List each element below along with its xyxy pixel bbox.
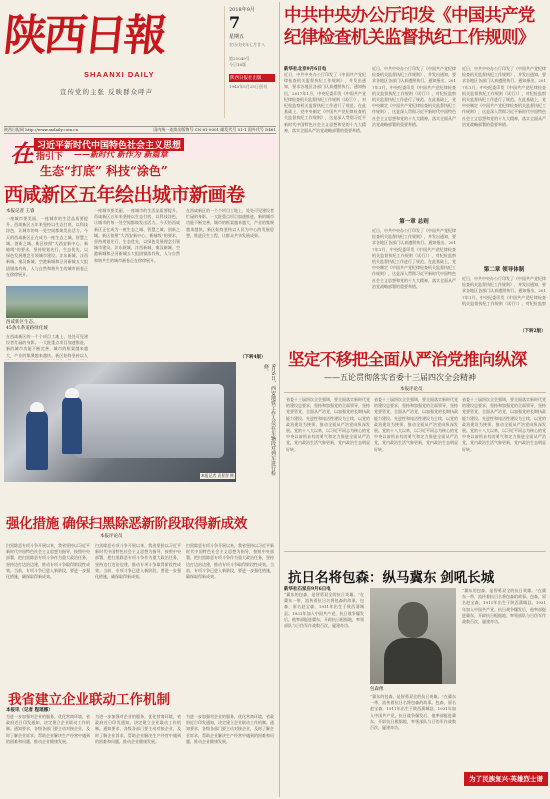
general-body-1: “冀东的包森，是智勇双全的抗日英雄。”在冀东一带，流传着抗日名将包森的故事。包森，原名赵宝森，1911年出生于陕西蒲城县。1931年加入中国共产党。抗日战争爆发后，他率部挺进冀东，开辟抗日根据地，率领部队与日伪军作战数百次，屡建奇功。 — [284, 592, 364, 629]
lead-photo-small — [6, 286, 88, 318]
column-banner — [4, 136, 276, 168]
regulation-body-3: 近日，中共中央办公厅印发了《中国共产党纪律检查机关监督执纪工作规则》，并发出通知，要求各地区各部门认真遵照执行。通知指出，2017年1月，中央纪委印发《中国共产党纪律检查机关监督执纪工作规则（试行）》，对纪检监察机关监督执纪工作进行了规范。在此基础上，党中央制定《中国共产党纪律检查机关监督执纪工作规则》，这是深入贯彻习近平新时代中国特色社会主义思想和党的十九大精神，落实全面从严治党战略部署的重要举措。 — [372, 228, 456, 289]
enterprise-body-1: 为进一步加强对企业的服务，优化营商环境，省政府近日印发通知，决定建立企业联动工作机制。通知要求，各级各部门要主动对接企业，及时了解企业诉求，帮助企业解决生产经营中遇到的困难和问题，推动企业健康发展。 — [6, 714, 90, 744]
masthead — [1, 2, 274, 122]
regulation-col1 — [284, 66, 366, 312]
lead-caption-line1: 西咸新区生态。 — [6, 320, 38, 325]
column-badge: 在 — [10, 139, 34, 168]
masthead-pinyin: SHAANXI DAILY — [84, 70, 155, 79]
regulation-body-1: 近日，中共中央办公厅印发了《中国共产党纪律检查机关监督执纪工作规则》，并发出通知，要求各地区各部门认真遵照执行。通知指出，2017年1月，中央纪委印发《中国共产党纪律检查机关监督执纪工作规则（试行）》，对纪检监察机关监督执纪工作进行了规范。在此基础上，党中央制定《中国共产党纪律检查机关监督执纪工作规则》，这是深入贯彻习近平新时代中国特色社会主义思想和党的十九大精神，落实全面从严治党战略部署的重要举措。 — [284, 72, 366, 133]
party-body-3: 省委十三届四次全会强调，要全面落实新时代党的建设总要求，坚持和加强党的全面领导，坚持党要管党、全面从严治党，以加强党的长期执政能力建设、先进性和纯洁性建设为主线，以党的政治建设为统领，推动全面从严治党向纵深发展。党的十八大以来，以习近平同志为核心的党中央以前所未有的勇气和定力推进全面从严治党，党内政治生活气象更新，党内政治生态明显好转。 — [462, 397, 546, 452]
lead-byline: 本报记者 王睿 — [6, 209, 35, 214]
portrait-caption: 包森像 — [370, 687, 384, 692]
date-day: 7 — [229, 13, 241, 32]
worker-figure-1 — [26, 410, 48, 470]
lead-text-col1 — [6, 208, 88, 286]
publisher-badge: 陕西日报社出版 — [229, 74, 275, 82]
column-title: 习近平新时代中国特色社会主义思想 — [34, 138, 184, 151]
metro-maintenance-photo — [4, 362, 236, 482]
lead-caption-line2: 45条水系道路绿化城 — [6, 326, 48, 331]
party-body-1: 省委十三届四次全会强调，要全面落实新时代党的建设总要求，坚持和加强党的全面领导，坚持党要管党、全面从严治党，以加强党的长期执政能力建设、先进性和纯洁性建设为主线，以党的政治建设为统领，推动全面从严治党向纵深发展。党的十八大以来，以习近平同志为核心的党中央以前所未有的勇气和定力推进全面从严治党，党内政治生活气象更新，党内政治生态明显好转。 — [286, 397, 370, 452]
party-discipline-box — [284, 392, 546, 552]
crackdown-body-3: 扫黑除恶专项斗争开展以来，我省坚持以习近平新时代中国特色社会主义思想为指导，按照中央部署，把扫黑除恶专项斗争作为重大政治任务，坚持边打边治边建，推动专项斗争取得阶段性成效。当前，专项斗争已进入新阶段，要进一步强化措施，确保取得新成效。 — [186, 543, 274, 580]
chapter-two-heading: 第二章 领导体制 — [483, 267, 525, 273]
general-body-3: “冀东的包森，是智勇双全的抗日英雄。”在冀东一带，流传着抗日名将包森的故事。包森，原名赵宝森，1911年出生于陕西蒲城县。1931年加入中国共产党。抗日战争爆发后，他率部挺进冀东，开辟抗日根据地，率领部队与日伪军作战数百次，屡建奇功。 — [462, 588, 546, 625]
general-col1 — [284, 586, 364, 796]
edition-number: 第25049号 — [229, 56, 250, 61]
column-divider — [279, 2, 280, 797]
photo-credit: 本报记者 袁景智 摄 — [201, 473, 234, 478]
info-bar — [4, 126, 276, 134]
regulation-col3 — [462, 66, 546, 312]
enterprise-byline: 本报讯（记者 程瑶娜） — [6, 708, 53, 713]
regulation-body-2: 近日，中共中央办公厅印发了《中国共产党纪律检查机关监督执纪工作规则》，并发出通知，要求各地区各部门认真遵照执行。通知指出，2017年1月，中央纪委印发《中国共产党纪律检查机关监督执纪工作规则（试行）》，对纪检监察机关监督执纪工作进行了规范。在此基础上，党中央制定《中国共产党纪律检查机关监督执纪工作规则》，这是深入贯彻习近平新时代中国特色社会主义思想和党的十九大精神，落实全面从严治党战略部署的重要举措。 — [372, 66, 456, 127]
column-slogan: ——新时代 新作为 新篇章 — [74, 149, 168, 159]
lead-photo-caption — [6, 320, 88, 332]
party-discipline-subhead: ——五论贯彻落实省委十三届四次全会精神 — [324, 373, 476, 382]
regulation-body-4: 近日，中共中央办公厅印发了《中国共产党纪律检查机关监督执纪工作规则》，并发出通知，要求各地区各部门认真遵照执行。通知指出，2017年1月，中央纪委印发《中国共产党纪律检查机关监督执纪工作规则（试行）》，对纪检监察机关监督执纪工作进行了规范。在此基础上，党中央制定《中国共产党纪律检查机关监督执纪工作规则》，这是深入贯彻习近平新时代中国特色社会主义思想和党的十九大精神，落实全面从严治党战略部署的重要举措。 — [462, 66, 546, 127]
crackdown-body-1: 扫黑除恶专项斗争开展以来，我省坚持以习近平新时代中国特色社会主义思想为指导，按照中央部署，把扫黑除恶专项斗争作为重大政治任务，坚持边打边治边建，推动专项斗争取得阶段性成效。当前，专项斗争已进入新阶段，要进一步强化措施，确保取得新成效。 — [6, 543, 90, 580]
lead-body-4: 在西咸新区的一个个项目工地上，处处可见建设者忙碌的身影。一大批重点项目加速推进，新的城市功能不断完善，城市的框架越来越大，产业的集聚越来越快。新区始终坚持以人民为中心的发展思想，推进民生工程，让群众共享发展成果。 — [186, 208, 274, 238]
enterprise-body-3: 为进一步加强对企业的服务，优化营商环境，省政府近日印发通知，决定建立企业联动工作机制。通知要求，各级各部门要主动对接企业，及时了解企业诉求，帮助企业解决生产经营中遇到的困难和问题，推动企业健康发展。 — [186, 714, 274, 744]
party-discipline-headline: 坚定不移把全面从严治党推向纵深 — [288, 351, 527, 369]
crime-crackdown-headline: 强化措施 确保扫黑除恶新阶段取得新成效 — [6, 516, 248, 531]
publication-codes: 国内统一连续出版物号 CN 61-0001 邮发代号 51-1 国外代号 D461 — [153, 127, 276, 132]
portrait-body — [384, 638, 442, 684]
regulation-headline: 中共中央办公厅印发《中国共产党纪律检查机关监督执纪工作规则》 — [284, 5, 535, 47]
worker-figure-2 — [62, 396, 82, 454]
logo-calligraphy: 陕西日報 — [1, 11, 167, 61]
chapter-one-heading: 第一章 总则 — [399, 219, 429, 225]
lead-headline: 西咸新区五年绘出城市新画卷 — [4, 185, 245, 206]
website-link[interactable]: 陕西日报网 http://www.sxdaily.com.cn — [4, 127, 79, 132]
masthead-motto: 宣传党的主张 反映群众呼声 — [60, 88, 154, 96]
enterprise-body-2: 为进一步加强对企业的服务，优化营商环境，省政府近日印发通知，决定建立企业联动工作机制。通知要求，各级各部门要主动对接企业，及时了解企业诉求，帮助企业解决生产经营中遇到的困难和问题，推动企业健康发展。 — [95, 714, 181, 744]
general-dateline: 新华社石家庄9月6日电 — [284, 587, 331, 592]
date-block — [224, 6, 276, 118]
date-year: 2018年9月 — [229, 7, 255, 13]
page-count: 今日16版 — [229, 62, 247, 67]
photo-caption-text: 9月6日，西安地铁工作人员在车辆段对列车进行检修。 — [263, 364, 276, 476]
general-headline: 抗日名将包森：纵马冀东 剑吼长城 — [288, 570, 495, 585]
date-lunar: 农历戊戌年七月廿八 — [229, 42, 265, 47]
regulation-body-5: 近日，中共中央办公厅印发了《中国共产党纪律检查机关监督执纪工作规则》，并发出通知，要求各地区各部门认真遵照执行。通知指出，2017年1月，中央纪委印发《中国共产党纪律检查机关监督执纪工作规则（试行）》，对纪检监察 — [462, 276, 546, 306]
enterprise-headline: 我省建立企业联动工作机制 — [8, 692, 170, 707]
column-subtitle: 指引下 — [36, 152, 64, 162]
train-body — [74, 384, 224, 458]
lead-kicker: 生态“打底” 科技“涂色” — [40, 164, 168, 178]
lead-continue-tag: （下转4版） — [240, 355, 266, 360]
crackdown-body-2: 扫黑除恶专项斗争开展以来，我省坚持以习近平新时代中国特色社会主义思想为指导，按照中央部署，把扫黑除恶专项斗争作为重大政治任务，坚持边打边治边建，推动专项斗争取得阶段性成效。当前，专项斗争已进入新阶段，要进一步强化措施，确保取得新成效。 — [95, 543, 181, 580]
lead-body-1: 一座城市要美丽，一座城市的生活品质要提升。西咸新区五年来坚持以生态打底、以科技涂色，让城市的每一处空间都焕发出活力。今天的西咸新区正在成为一座生态之城、智慧之城、创新之城。新区按照“大西安新中心、新轴线”的要求，坚持规划先行，生态优先，以绿色发展理念引领城市建设。沣东新城、沣西新城、秦汉新城、空港新城和泾河新城五大组团错落有致，人与自然和谐共生的城市画卷正在徐徐展开。 — [6, 216, 88, 277]
heroes-series-badge: 为了民族复兴·英雄烈士谱 — [464, 772, 548, 786]
crackdown-byline: 本报评论员 — [100, 534, 123, 539]
worker-helmet-1 — [30, 402, 44, 412]
date-weekday: 星期五 — [229, 34, 245, 40]
portrait-head — [398, 602, 428, 638]
party-body-2: 省委十三届四次全会强调，要全面落实新时代党的建设总要求，坚持和加强党的全面领导，坚持党要管党、全面从严治党，以加强党的长期执政能力建设、先进性和纯洁性建设为主线，以党的政治建设为统领，推动全面从严治党向纵深发展。党的十八大以来，以习近平同志为核心的党中央以前所未有的勇气和定力推进全面从严治党，党内政治生活气象更新，党内政治生态明显好转。 — [374, 397, 458, 452]
lead-body-2: 在西咸新区的一个个项目工地上，处处可见建设者忙碌的身影。一大批重点项目加速推进，新的城市功能不断完善，城市的框架越来越大，产业的集聚越来越快。新区始终坚持以人 — [6, 334, 88, 358]
lead-body-3: 一座城市要美丽，一座城市的生活品质要提升。西咸新区五年来坚持以生态打底、以科技涂色，让城市的每一处空间都焕发出活力。今天的西咸新区正在成为一座生态之城、智慧之城、创新之城。新区按照“大西安新中心、新轴线”的要求，坚持规划先行，生态优先，以绿色发展理念引领城市建设。沣东新城、沣西新城、秦汉新城、空港新城和泾河新城五大组团错落有致，人与自然和谐共生的城市画卷正在徐徐展开。 — [94, 208, 180, 263]
photo-caption-side — [238, 364, 276, 480]
party-discipline-byline: 本报评论员 — [400, 387, 423, 392]
regulation-dateline: 新华社北京9月6日电 — [284, 67, 327, 72]
regulation-col2 — [372, 66, 456, 312]
founded-date: 1940年5月25日创刊 — [229, 84, 267, 89]
regulation-continue-tag: （下转2版） — [520, 329, 546, 334]
worker-helmet-2 — [65, 388, 79, 398]
general-body-2: “冀东的包森，是智勇双全的抗日英雄。”在冀东一带，流传着抗日名将包森的故事。包森，原名赵宝森，1911年出生于陕西蒲城县。1931年加入中国共产党。抗日战争爆发后，他率部挺进冀东，开辟抗日根据地，率领部队与日伪军作战数百次，屡建奇功。 — [370, 694, 456, 731]
general-portrait — [370, 588, 456, 684]
